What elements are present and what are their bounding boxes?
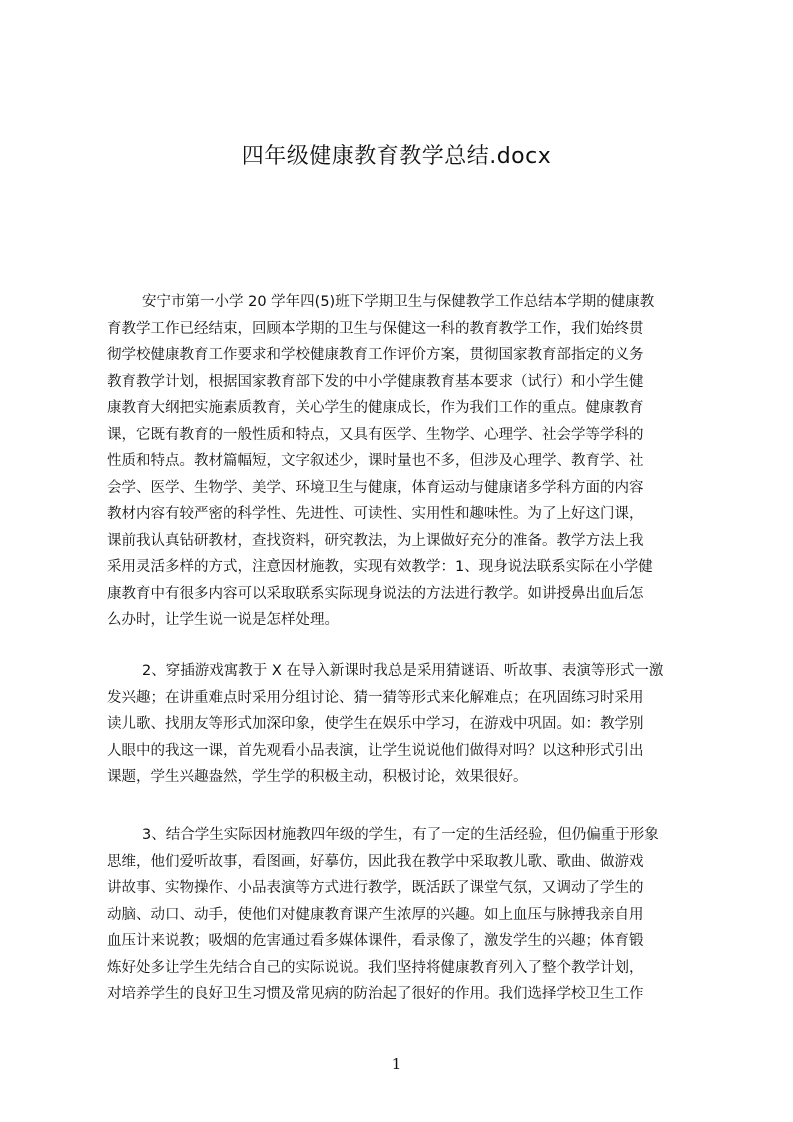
paragraph-line: 课题，学生兴趣盎然，学生学的积极主动，积极讨论，效果很好。	[107, 769, 528, 785]
paragraph-line: 人眼中的我这一课，首先观看小品表演，让学生说说他们做得对吗？以这种形式引出	[107, 742, 644, 759]
paragraph-line: 炼好处多让学生先结合自己的实际说说。我们坚持将健康教育列入了整个教学计划，	[107, 959, 644, 976]
document-title: 四年级健康教育教学总结.docx	[241, 144, 552, 169]
page-number: 1	[391, 1055, 402, 1073]
paragraph-line: 发兴趣；在讲重难点时采用分组讨论、猜一猜等形式来化解难点；在巩固练习时采用	[107, 689, 644, 706]
paragraph-line: 3、结合学生实际因材施教四年级的学生，有了一定的生活经验，但仍偏重于形象	[142, 827, 659, 843]
paragraph-line: 血压计来说教；吸烟的危害通过看多媒体课件，看录像了，激发学生的兴趣；体育锻	[107, 933, 644, 949]
paragraph-2	[107, 658, 699, 791]
paragraph-3	[107, 822, 699, 1008]
paragraph-line: 教育教学计划，根据国家教育部下发的中小学健康教育基本要求（试行）和小学生健	[107, 373, 644, 390]
paragraph-line: 2、穿插游戏寓教于 X 在导入新课时我总是采用猜谜语、听故事、表演等形式一激	[142, 663, 664, 679]
paragraph-line: 会学、医学、生物学、美学、环境卫生与健康，体育运动与健康诸多学科方面的内容	[107, 479, 644, 496]
paragraph-line: 教材内容有较严密的科学性、先进性、可读性、实用性和趣味性。为了上好这门课，	[107, 506, 644, 522]
paragraph-line: 讲故事、实物操作、小品表演等方式进行教学，既活跃了课堂气氛，又调动了学生的	[107, 880, 644, 896]
paragraph-line: 采用灵活多样的方式，注意因材施教，实现有效教学：1、现身说法联系实际在小学健	[107, 559, 653, 575]
paragraph-line: 课前我认真钻研教材，查找资料，研究教法，为上课做好充分的准备。教学方法上我	[107, 532, 644, 549]
paragraph-line: 安宁市第一小学 20 学年四(5)班下学期卫生与保健教学工作总结本学期的健康教	[142, 294, 655, 310]
paragraph-line: 么办时，让学生说一说是怎样处理。	[107, 612, 339, 628]
paragraph-line: 课，它既有教育的一般性质和特点，又具有医学、生物学、心理学、社会学等学科的	[107, 426, 644, 443]
paragraph-1	[107, 289, 699, 634]
paragraph-line: 动脑、动口、动手，使他们对健康教育课产生浓厚的兴趣。如上血压与脉搏我亲自用	[107, 906, 644, 923]
paragraph-line: 育教学工作已经结束，回顾本学期的卫生与保健这一科的教育教学工作，我们始终贯	[107, 320, 644, 337]
paragraph-line: 康教育中有很多内容可以采取联系实际现身说法的方法进行教学。如讲授鼻出血后怎	[107, 585, 644, 602]
paragraph-line: 性质和特点。教材篇幅短，文字叙述少，课时量也不多，但涉及心理学、教育学、社	[107, 453, 644, 469]
paragraph-line: 读儿歌、找朋友等形式加深印象，使学生在娱乐中学习，在游戏中巩固。如：教学别	[107, 716, 644, 732]
paragraph-line: 彻学校健康教育工作要求和学校健康教育工作评价方案，贯彻国家教育部指定的义务	[107, 347, 644, 363]
paragraph-line: 思维，他们爱听故事，看图画，好摹仿，因此我在教学中采取教儿歌、歌曲、做游戏	[107, 853, 644, 870]
paragraph-line: 对培养学生的良好卫生习惯及常见病的防治起了很好的作用。我们选择学校卫生工作	[107, 986, 644, 1002]
paragraph-line: 康教育大纲把实施素质教育，关心学生的健康成长，作为我们工作的重点。健康教育	[107, 400, 644, 416]
